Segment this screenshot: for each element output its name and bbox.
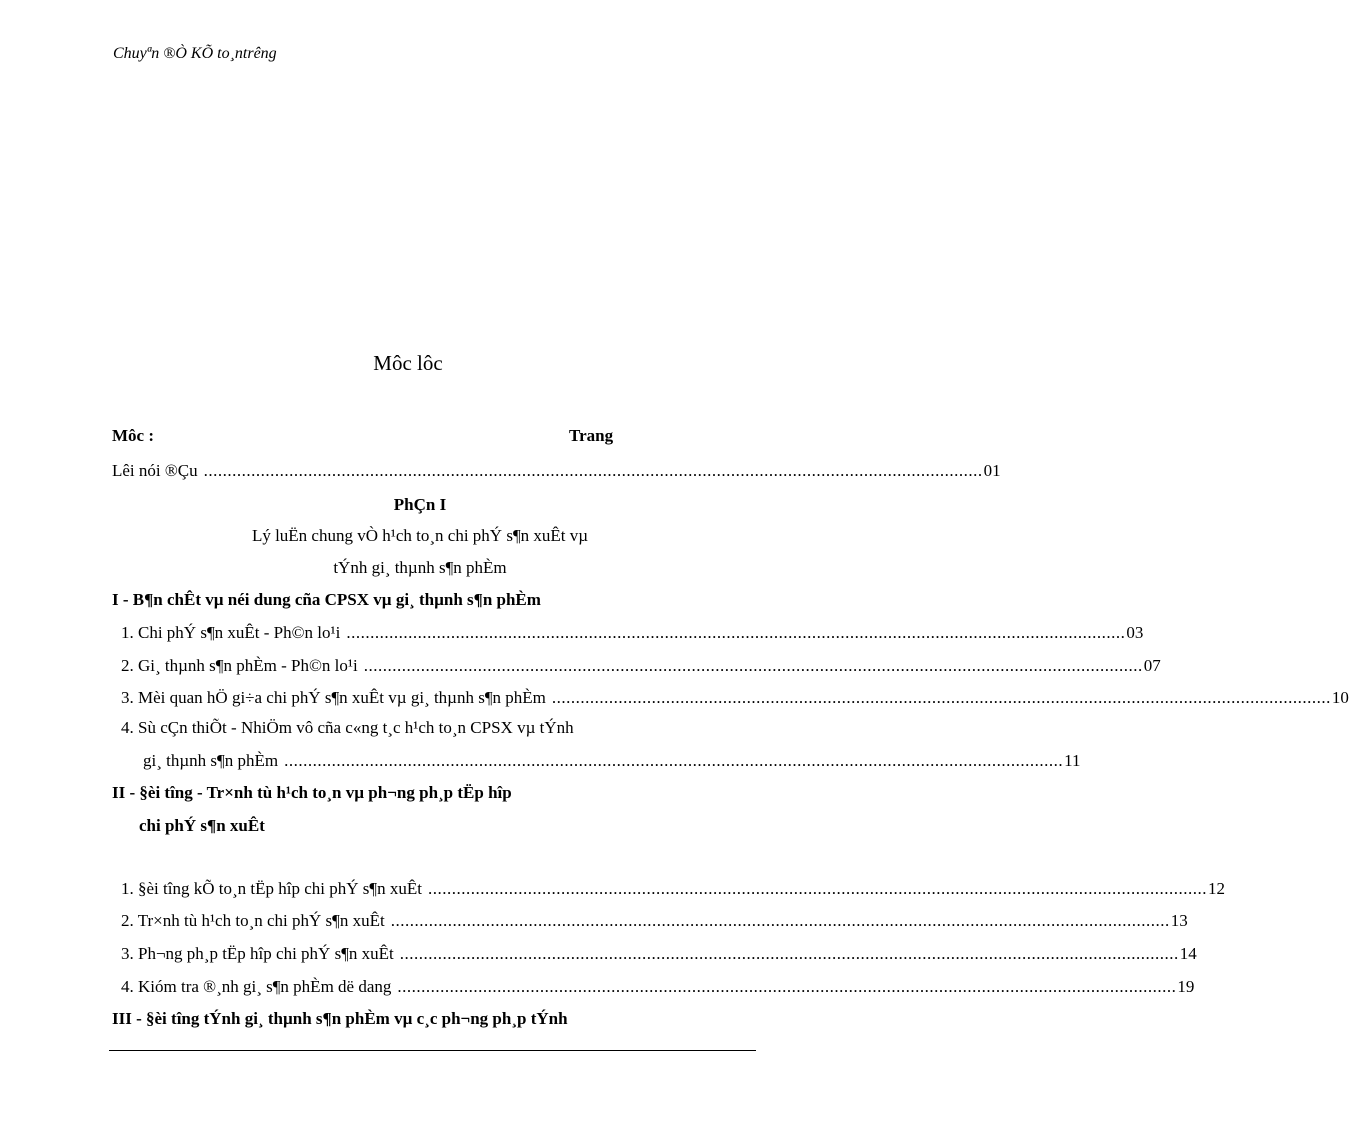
dot-leader: .................................................................................................................................................................... bbox=[284, 751, 1064, 770]
toc-entry-page: 14 bbox=[1179, 944, 1197, 963]
toc-entry[interactable] bbox=[121, 656, 1161, 676]
toc-entry[interactable] bbox=[121, 879, 1225, 899]
toc-entry-label: 4. Kióm tra ®¸nh gi¸ s¶n phÈm dë dang bbox=[121, 977, 392, 996]
toc-entry[interactable] bbox=[143, 751, 1081, 771]
toc-entry-label: 1. §èi tîng kÕ to¸n tËp hîp chi phÝ s¶n xuÊt bbox=[121, 879, 422, 898]
dot-leader: .................................................................................................................................................................... bbox=[427, 879, 1207, 898]
toc-entry-label: 2. Gi¸ thµnh s¶n phÈm - Ph©n lo¹i bbox=[121, 656, 358, 675]
toc-title: Môc lôc bbox=[373, 351, 443, 375]
toc-entry[interactable] bbox=[121, 688, 1349, 708]
dot-leader: .................................................................................................................................................................... bbox=[390, 911, 1170, 930]
toc-column-left: Môc : bbox=[112, 426, 155, 445]
toc-entry-label: Lêi nói ®Çu bbox=[112, 461, 198, 480]
dot-leader: .................................................................................................................................................................... bbox=[203, 461, 983, 480]
page-header: Chuyªn ®Ò KÕ to¸ntrêng bbox=[113, 45, 277, 62]
toc-entry-page: 03 bbox=[1126, 623, 1144, 642]
toc-entry-label: 3. Mèi quan hÖ gi÷a chi phÝ s¶n xuÊt vµ gi¸ thµnh s¶n phÈm bbox=[121, 688, 546, 707]
toc-entry-label: gi¸ thµnh s¶n phÈm bbox=[143, 751, 279, 770]
toc-entry[interactable] bbox=[121, 623, 1144, 643]
part-subtitle: tÝnh gi¸ thµnh s¶n phÈm bbox=[333, 558, 507, 577]
footer-divider bbox=[109, 1050, 756, 1051]
toc-entry-label: 3. Ph¬ng ph¸p tËp hîp chi phÝ s¶n xuÊt bbox=[121, 944, 394, 963]
toc-entry-page: 13 bbox=[1170, 911, 1188, 930]
toc-entry[interactable] bbox=[121, 977, 1195, 997]
toc-entry-page: 12 bbox=[1207, 879, 1225, 898]
toc-entry-page: 19 bbox=[1177, 977, 1195, 996]
part-subtitle: Lý luËn chung vÒ h¹ch to¸n chi phÝ s¶n xuÊt vµ bbox=[251, 526, 589, 545]
toc-entry[interactable] bbox=[112, 461, 1001, 481]
dot-leader: .................................................................................................................................................................... bbox=[551, 688, 1331, 707]
toc-entry[interactable] bbox=[121, 911, 1188, 931]
dot-leader: .................................................................................................................................................................... bbox=[397, 977, 1177, 996]
section-heading[interactable]: I - B¶n chÊt vµ néi dung cña CPSX vµ gi¸ thµnh s¶n phÈm bbox=[112, 590, 541, 609]
dot-leader: .................................................................................................................................................................... bbox=[346, 623, 1126, 642]
section-heading[interactable]: III - §èi tîng tÝnh gi¸ thµnh s¶n phÈm vµ c¸c ph¬ng ph¸p tÝnh bbox=[112, 1009, 568, 1028]
dot-leader: .................................................................................................................................................................... bbox=[399, 944, 1179, 963]
toc-entry-page: 10 bbox=[1331, 688, 1349, 707]
toc-entry-label[interactable]: 4. Sù cÇn thiÕt - NhiÖm vô cña c«ng t¸c h¹ch to¸n CPSX vµ tÝnh bbox=[121, 718, 574, 737]
toc-entry-page: 07 bbox=[1143, 656, 1161, 675]
section-heading[interactable]: II - §èi tîng - Tr×nh tù h¹ch to¸n vµ ph¬ng ph¸p tËp hîp bbox=[112, 783, 512, 802]
toc-entry-label: 2. Tr×nh tù h¹ch to¸n chi phÝ s¶n xuÊt bbox=[121, 911, 385, 930]
part-heading: PhÇn I bbox=[393, 495, 447, 514]
dot-leader: .................................................................................................................................................................... bbox=[363, 656, 1143, 675]
toc-column-right: Trang bbox=[569, 426, 614, 445]
toc-entry-label: 1. Chi phÝ s¶n xuÊt - Ph©n lo¹i bbox=[121, 623, 341, 642]
section-heading-continued[interactable]: chi phÝ s¶n xuÊt bbox=[139, 816, 265, 835]
toc-entry[interactable] bbox=[121, 944, 1197, 964]
toc-entry-page: 01 bbox=[983, 461, 1001, 480]
toc-entry-page: 11 bbox=[1064, 751, 1081, 770]
